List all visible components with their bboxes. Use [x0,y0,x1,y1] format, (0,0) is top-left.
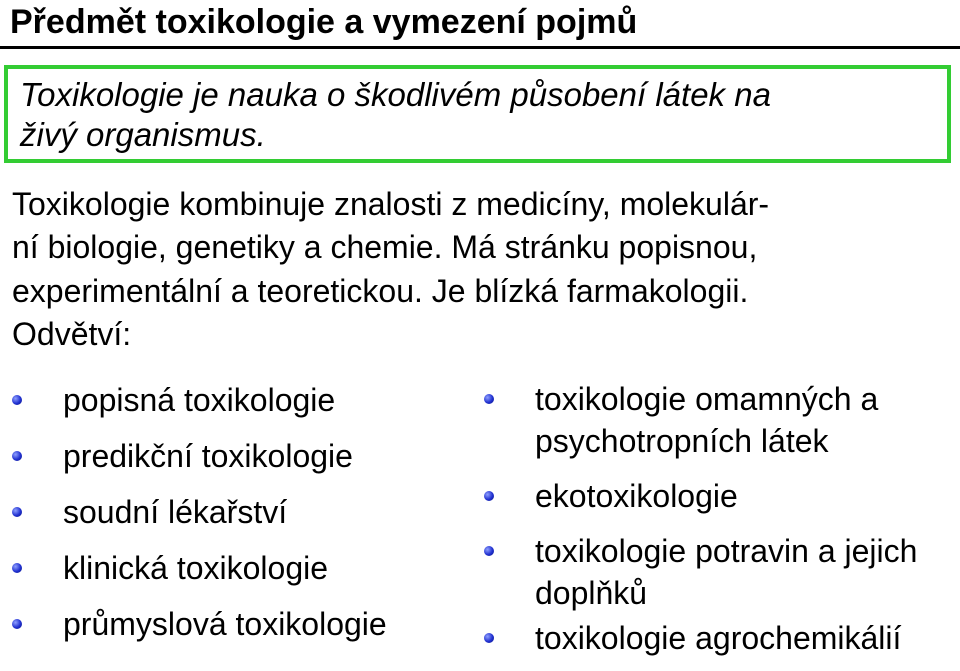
list-item-label-line-1: ekotoxikologie [535,478,738,514]
definition-line-1: Toxikologie je nauka o škodlivém působení látek na [20,76,771,113]
list-item-label: soudní lékařství [63,494,288,530]
bullet-icon [12,507,22,517]
list-item-label-line-1: toxikologie omamných a [535,381,879,417]
list-item-label-line-1: toxikologie potravin a jejich [535,533,918,569]
bullet-icon [484,633,494,643]
page-title: Předmět toxikologie a vymezení pojmů [10,3,638,41]
list-item-label-line-2: psychotropních látek [535,423,829,459]
list-item [12,378,387,434]
list-item-label: popisná toxikologie [63,382,336,418]
bullet-icon [484,394,494,404]
list-item-label: predikční toxikologie [63,438,353,474]
list-item [484,378,917,462]
branches-list-right [484,378,917,659]
paragraph-line-1: Toxikologie kombinuje znalosti z medicíny, molekulár- [12,186,770,222]
bullet-icon [484,491,494,501]
branches-list-left [12,378,387,658]
list-item [12,546,387,602]
list-item-label-line-1: toxikologie agrochemikálií [535,620,902,656]
list-item-label: průmyslová toxikologie [63,606,387,642]
bullet-icon [12,451,22,461]
paragraph-line-4: Odvětví: [12,316,132,353]
list-item [12,602,387,658]
list-item [484,475,917,517]
bullet-icon [12,395,22,405]
bullet-icon [484,546,494,556]
definition-box [4,65,951,163]
list-item [12,434,387,490]
bullet-icon [12,619,22,629]
bullet-icon [12,563,22,573]
paragraph-line-2: ní biologie, genetiky a chemie. Má stránku popisnou, [12,229,758,266]
list-item [484,530,917,614]
intro-paragraph [12,183,942,357]
list-item [12,490,387,546]
list-item-label: klinická toxikologie [63,550,329,586]
paragraph-line-3: experimentální a teoretickou. Je blízká farmakologii. [12,272,749,309]
list-item [484,617,917,659]
list-item-label-line-2: doplňků [535,575,648,611]
definition-line-2: živý organismus. [20,116,266,153]
title-underline [0,46,960,49]
